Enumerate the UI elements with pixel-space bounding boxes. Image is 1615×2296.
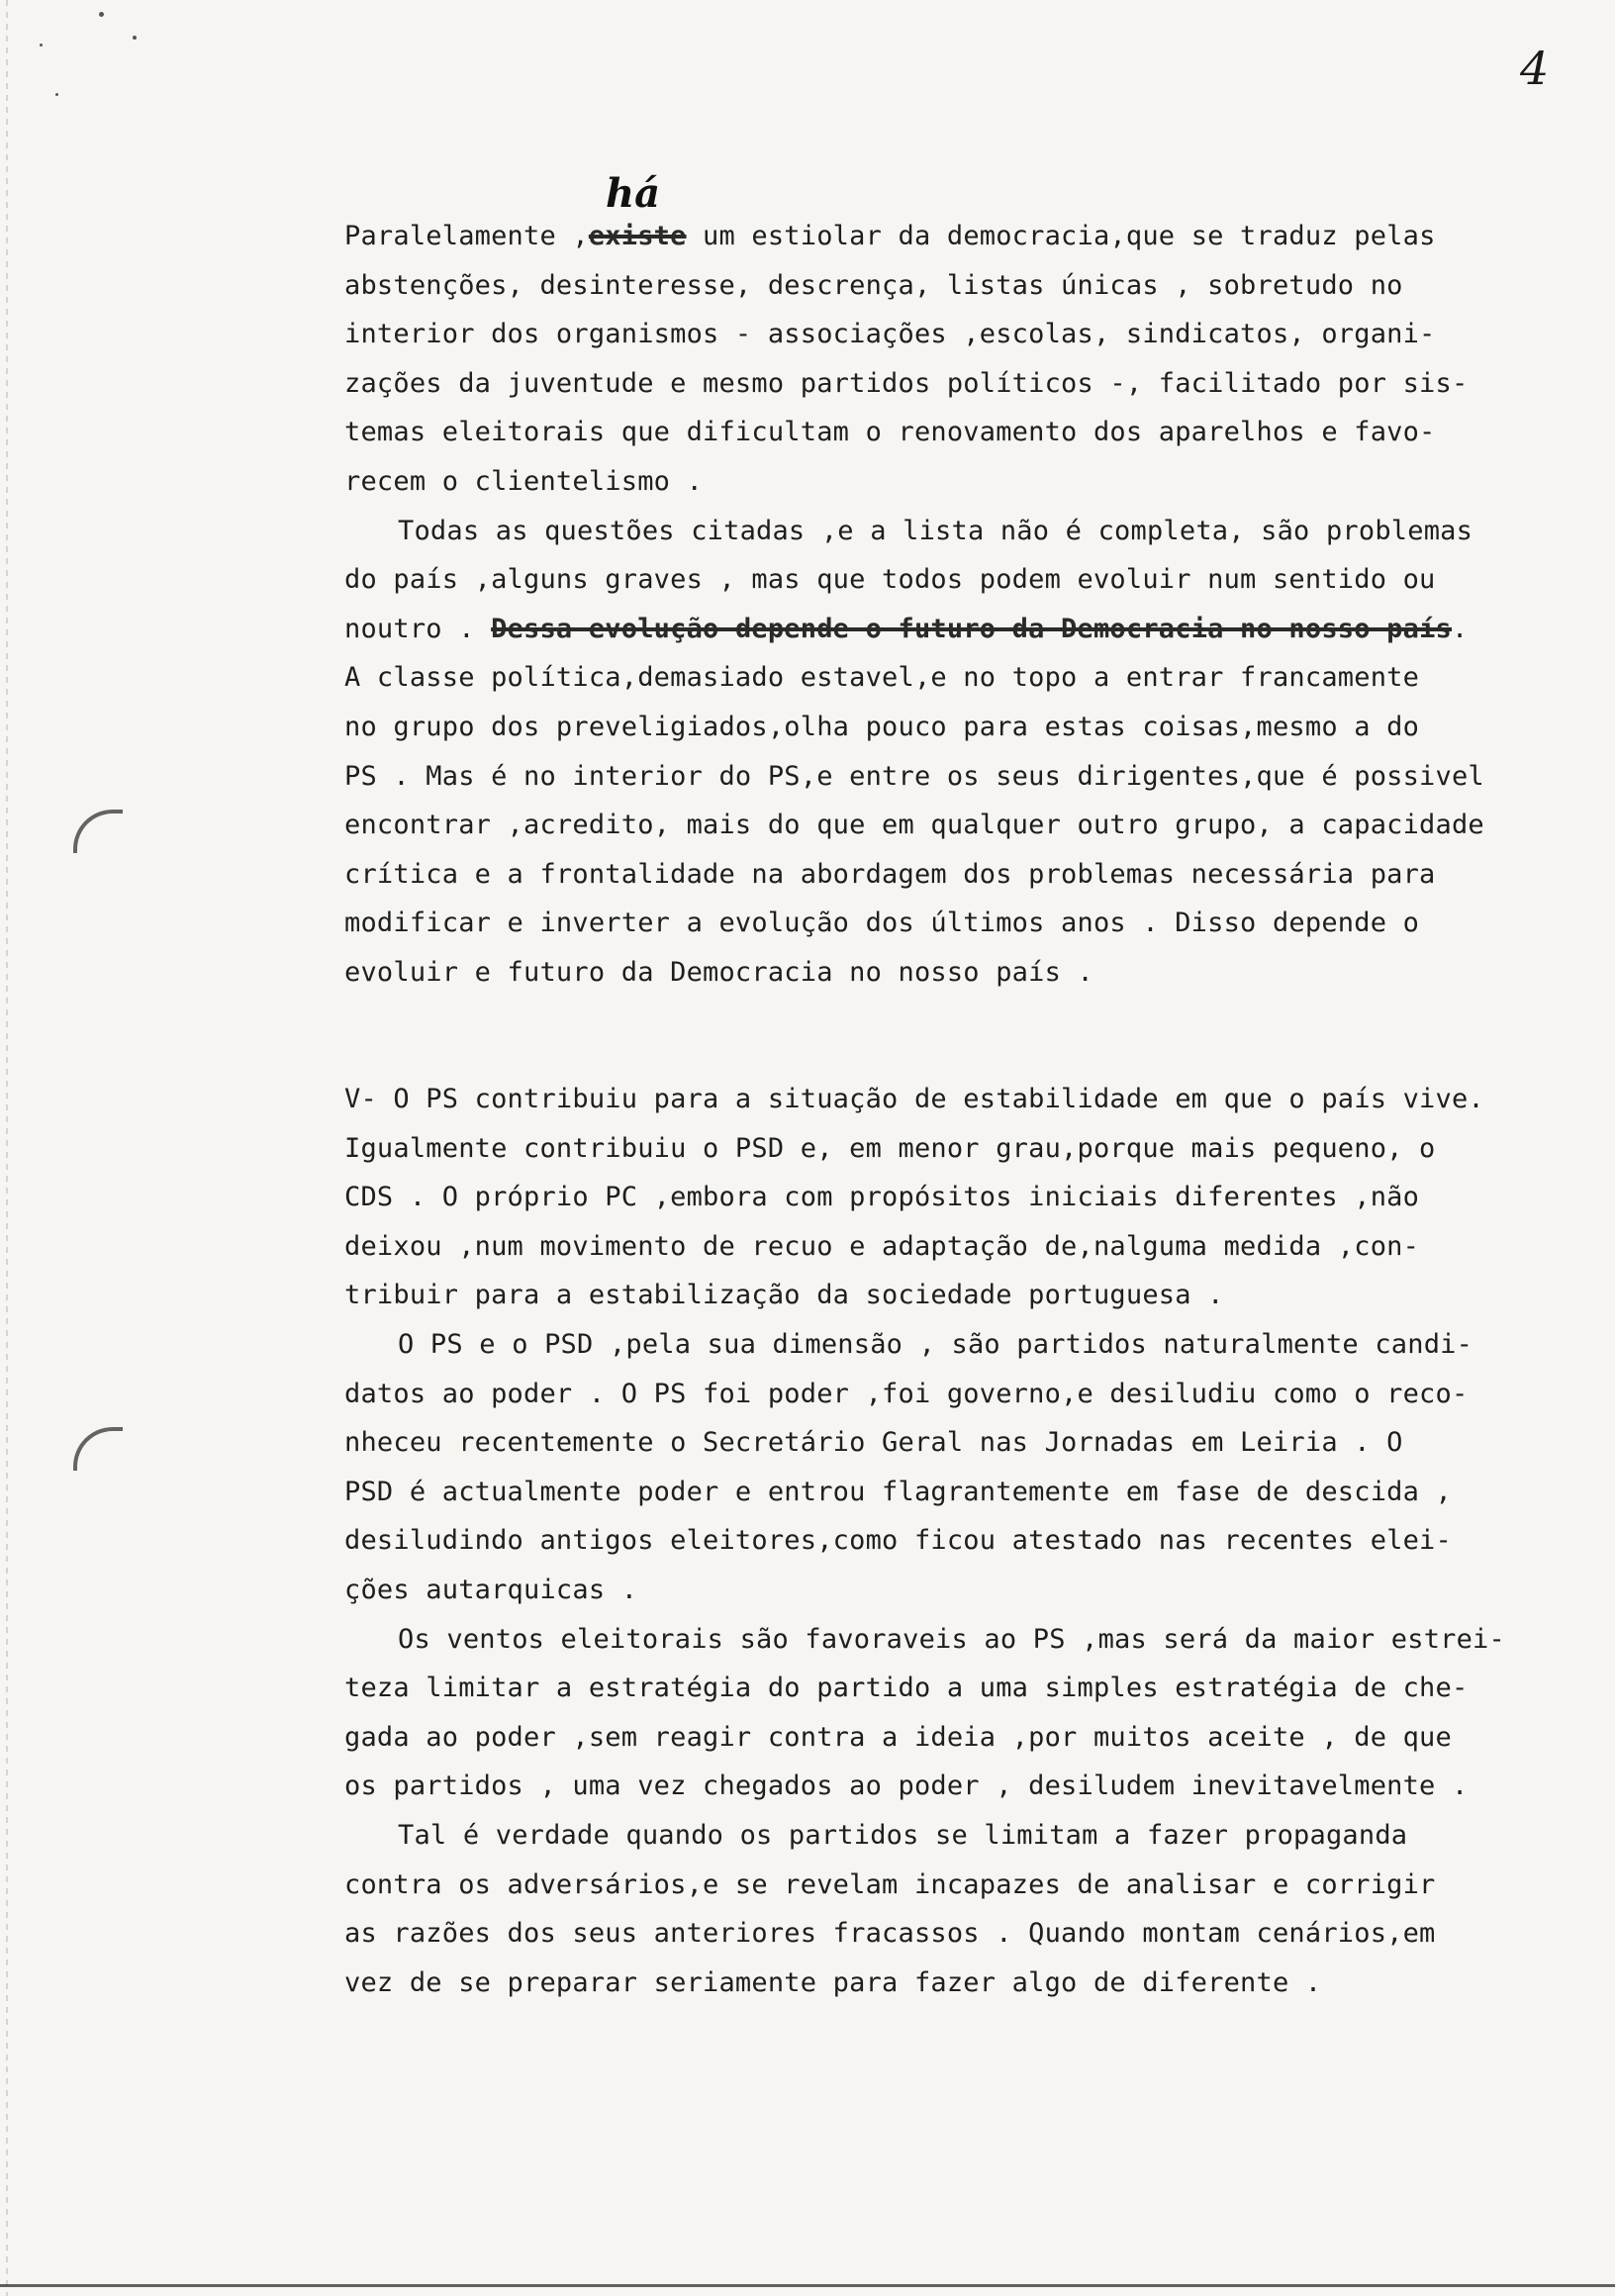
- text-line: do país ,alguns graves , mas que todos podem evoluir num sentido ou: [344, 564, 1436, 596]
- text-line: desiludindo antigos eleitores,como ficou atestado nas recentes elei-: [344, 1525, 1452, 1557]
- text-line: temas eleitorais que dificultam o renovamento dos aparelhos e favo-: [344, 417, 1436, 448]
- text-line: vez de se preparar seriamente para fazer algo de diferente .: [344, 1966, 1322, 1998]
- text-line: PSD é actualmente poder e entrou flagrantemente em fase de descida ,: [344, 1476, 1452, 1507]
- speck: [55, 93, 58, 96]
- speck: [99, 12, 104, 17]
- text-line: A classe política,demasiado estavel,e no topo a entrar francamente: [344, 662, 1420, 694]
- text-line-segment: .: [1451, 613, 1469, 644]
- text-line: gada ao poder ,sem reagir contra a ideia ,por muitos aceite , de que: [344, 1721, 1452, 1753]
- speck: [40, 44, 43, 47]
- scan-edge-left: [6, 0, 8, 2296]
- text-line: modificar e inverter a evolução dos últimos anos . Disso depende o: [344, 908, 1420, 939]
- page-number: 4: [1520, 42, 1550, 95]
- struck-out-text: existe: [588, 221, 687, 251]
- text-line: no grupo dos preveligiados,olha pouco para estas coisas,mesmo a do: [344, 711, 1420, 742]
- struck-out-text: Dessa evolução depende o futuro da Democracia no nosso país: [491, 613, 1452, 644]
- paragraph-block-1: [344, 212, 1591, 998]
- text-line: V- O PS contribuiu para a situação de estabilidade em que o país vive.: [344, 1084, 1484, 1114]
- text-line: [344, 605, 1591, 654]
- text-line: [344, 212, 1591, 261]
- text-line-segment: noutro .: [344, 613, 492, 644]
- text-line: recem o clientelismo .: [344, 465, 704, 497]
- scan-edge-bottom: [0, 2284, 1615, 2287]
- text-line: zações da juventude e mesmo partidos políticos -, facilitado por sis-: [344, 367, 1469, 399]
- text-line: tribuir para a estabilização da sociedade portuguesa .: [344, 1280, 1224, 1311]
- text-line-segment: um estiolar da democracia,que se traduz pelas: [686, 221, 1436, 251]
- handwritten-insert: há: [606, 170, 660, 217]
- text-line-segment: Paralelamente ,: [344, 221, 589, 251]
- punch-hole-mark-lower: [73, 1427, 123, 1471]
- text-line: evoluir e futuro da Democracia no nosso país .: [344, 956, 1093, 988]
- text-line: interior dos organismos - associações ,escolas, sindicatos, organi-: [344, 319, 1436, 350]
- text-line: deixou ,num movimento de recuo e adaptação de,nalguma medida ,con-: [344, 1230, 1420, 1262]
- text-line: Igualmente contribuiu o PSD e, em menor grau,porque mais pequeno, o: [344, 1132, 1436, 1164]
- paragraph-block-2: [344, 1075, 1591, 2007]
- text-line: teza limitar a estratégia do partido a uma simples estratégia de che-: [344, 1673, 1469, 1704]
- text-line: encontrar ,acredito, mais do que em qualquer outro grupo, a capacidade: [344, 810, 1484, 841]
- text-line: PS . Mas é no interior do PS,e entre os seus dirigentes,que é possivel: [344, 760, 1484, 792]
- text-line: as razões dos seus anteriores fracassos . Quando montam cenários,em: [344, 1918, 1436, 1950]
- speck: [133, 36, 137, 40]
- text-line: os partidos , uma vez chegados ao poder , desiludem inevitavelmente .: [344, 1770, 1469, 1802]
- text-line: Os ventos eleitorais são favoraveis ao PS ,mas será da maior estrei-: [398, 1623, 1505, 1655]
- text-line: O PS e o PSD ,pela sua dimensão , são partidos naturalmente candi-: [398, 1328, 1473, 1360]
- text-line: nheceu recentemente o Secretário Geral nas Jornadas em Leiria . O: [344, 1427, 1403, 1459]
- text-line: ções autarquicas .: [344, 1574, 638, 1605]
- text-line: CDS . O próprio PC ,embora com propósitos iniciais diferentes ,não: [344, 1182, 1420, 1213]
- text-line: Tal é verdade quando os partidos se limitam a fazer propaganda: [398, 1819, 1408, 1851]
- text-line: Todas as questões citadas ,e a lista não é completa, são problemas: [398, 515, 1473, 546]
- text-line: crítica e a frontalidade na abordagem dos problemas necessária para: [344, 858, 1436, 890]
- text-line: contra os adversários,e se revelam incapazes de analisar e corrigir: [344, 1868, 1436, 1900]
- punch-hole-mark-upper: [73, 810, 123, 853]
- text-line: datos ao poder . O PS foi poder ,foi governo,e desiludiu como o reco-: [344, 1378, 1469, 1409]
- text-line: abstenções, desinteresse, descrença, listas únicas , sobretudo no: [344, 269, 1403, 301]
